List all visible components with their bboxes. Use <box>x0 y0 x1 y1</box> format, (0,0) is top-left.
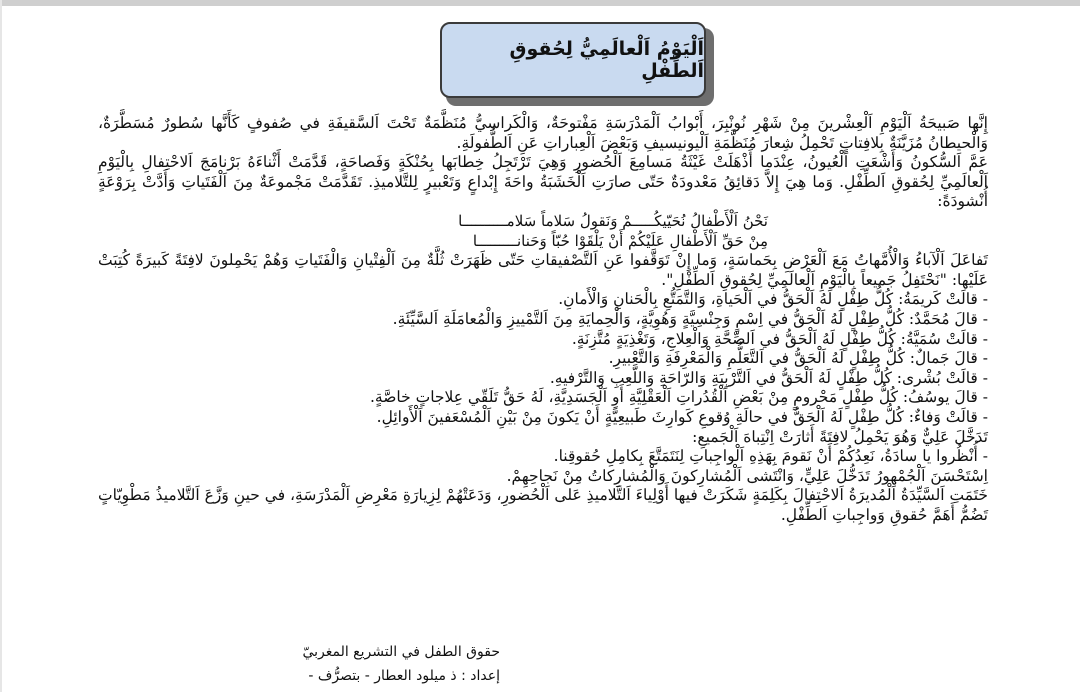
article-body <box>98 114 988 525</box>
list-item: - قالَتْ بُشْرى: كُلُّ طِفْلٍ لَهُ اَلْحَقُّ في اَلتَّرْبِيَةِ وَالرّاحَةِ وَاللَّعِبِ وَالتَّرْفيهِ. <box>549 368 988 387</box>
rights-list <box>98 290 988 427</box>
source-credits <box>302 640 500 688</box>
page-title: اَلْيَوْمُ اَلْعالَمِيُّ لِحُقوقِ اَلطِّفْلِ <box>509 38 704 82</box>
top-border <box>0 0 1080 6</box>
source-book: حقوق الطفل في التشريع المغربيّ <box>302 644 500 660</box>
speech-paragraph: عَمَّ اَلسُّكونُ وَأَشْعَتِ اَلْعُيونُ، عِنْدَما أَذْهَلَتْ غَيْثَةُ مَسامِعَ اَلْحُضورِ وَهِيَ تَرْتَجِلُ خِطابَها بِحُنْكَةٍ وَفَصاحَةٍ، قَدَّمَتْ أَثْناءَهُ بَرْنامَجَ اَلاحْتِفالِ بِالْيَوْمِ اَلْعالَمِيِّ لِحُقوقِ اَلطِّفْلِ. وَما هِيَ إِلاَّ دَقائِقُ مَعْدودَةٌ حَتّى صارَتِ اَلْخَشَبَةُ واحَةَ إِبْداعٍ وَتَعْبيرٍ لِلتَّلاميذِ. تَقَدَّمَتْ مَجْموعَةٌ مِنَ اَلْفَتَياتِ وَأَدَّتْ بِرَوْعَةٍ أُنْشودَةً: <box>98 153 988 211</box>
intro-paragraph: إِنَّها صَبيحَةُ اَلْيَوْمِ اَلْعِشْرينَ مِنْ شَهْرِ نُونْبِرَ، أَبْوابُ اَلْمَدْرَسَةِ مَفْتوحَةٌ، وَالْكَراسِيُّ مُنَظَّمَةٌ تَحْتَ اَلسَّقيفَةِ في صُفوفٍ كَأَنَّها سُطورٌ مُسَطَّرَةٌ، وَالْحيطانُ مُزَيَّنَةٌ بِلافِتاتٍ تَحْمِلُ شِعارَ مُنَظَّمَةِ اَلْيونيسيفِ وَبَعْضَ اَلْعِباراتِ عَنِ اَلطُّفولَةِ. <box>98 114 988 152</box>
list-item: - قالَتْ سُمَيَّةُ: كُلُّ طِفْلٍ لَهُ اَلْحَقُّ في اَلصِّحَّةِ وَالْعِلاجِ، وَتَغْذِيَةٍ مُتَّزِنَةٍ. <box>571 329 988 348</box>
list-item: - قالَتْ وَفاءٌ: كُلُّ طِفْلٍ لَهُ اَلْحَقُّ في حالَةِ وُقوعِ كَوارِثَ طَبيعِيَّةٍ أَنْ يَكونَ مِنْ بَيْنِ اَلْمُسْعَفينَ اَلْأَوائِلِ. <box>376 407 988 426</box>
banner-paragraph: تَفاعَلَ اَلْآباءُ وَالْأُمَّهاتُ مَعَ اَلْعَرْضِ بِحَماسَةٍ، وَما إِنْ تَوَقَّفوا عَنِ اَلتَّصْفيقاتِ حَتّى ظَهَرَتْ ثُلَّةٌ مِنَ اَلْفِتْيانِ وَالْفَتَياتِ وَهُمْ يَحْمِلونَ لافِتَةً كَبيرَةً كُتِبَتْ عَلَيْها: "نَحْتَفِلُ جَميعاً بِالْيَوْمِ اَلْعالَمِيِّ لِحُقوقِ اَلطِّفْلِ". <box>98 251 988 289</box>
ali-quote: - أُنْظُروا يا سادَةُ، نَعِدُكُمْ أَنْ نَقومَ بِهَذِهِ اَلْواجِباتِ لِنَتَمَتَّعَ بِكامِلِ حُقوقِنا. <box>553 447 988 466</box>
left-edge <box>0 0 2 692</box>
source-author: إعداد : ذ ميلود العطار - بتصرُّف - <box>308 668 500 684</box>
ali-intro: تَدَخَّلَ عَلِيٌّ وَهُوَ يَحْمِلُ لافِتَةً أَثارَتْ اِنْتِباهَ اَلْجَميعِ: <box>692 427 988 446</box>
poem <box>98 212 988 251</box>
poem-verse: نَحْنُ اَلْأَطْفالُ نُحَيّيكُـــــمْ وَنَقولُ سَلاماً سَلامــــــــــا <box>458 211 768 230</box>
list-item: - قالَ جَمالٌ: كُلُّ طِفْلٍ لَهُ اَلْحَقُّ في اَلتَّعَلُّمِ وَالْمَعْرِفَةِ وَالتَّعْبيرِ. <box>608 349 988 368</box>
conclusion-paragraph: خَتَمَتِ اَلسَّيِّدَةُ اَلْمُديرَةُ اَلاحْتِفالَ بِكَلِمَةٍ شَكَرَتْ فيها أَوْلِياءَ اَلتَّلاميذِ عَلى اَلْحُضورِ، وَدَعَتْهُمْ لِزِيارَةِ مَعْرِضِ اَلْمَدْرَسَةِ، في حينِ وَزَّعَ اَلتَّلاميذُ مَطْوِيّاتٍ تَضُمُّ أَهَمَّ حُقوقِ وَواجِباتِ اَلطِّفْلِ. <box>98 486 988 524</box>
poem-verse: مِنْ حَقِّ اَلْأَطْفالِ عَلَيْكُمْ أَنْ يَلْقَوْا حُبّاً وَحَنانـــــــــا <box>472 231 768 250</box>
list-item: - قالَ مُحَمَّدٌ: كُلُّ طِفْلٍ لَهُ اَلْحَقُّ في اِسْمٍ وَجِنْسِيَّةٍ وَهُوِيَّةٍ، وَالْحِمايَةِ مِنَ اَلتَّمْييزِ وَالْمُعامَلَةِ اَلسَّيِّئَةِ. <box>392 309 988 328</box>
list-item: - قالَ يوسُفُ: كُلُّ طِفْلٍ مَحْرومٍ مِنْ بَعْضِ اَلْقُدُراتِ اَلْعَقْلِيَّةِ أَوِ اَلْجَسَدِيَّةِ، لَهُ حَقُّ تَلَقّي عِلاجاتٍ خاصَّةٍ. <box>369 388 988 407</box>
audience-paragraph: اِسْتَحْسَنَ اَلْجُمْهورُ تَدَخُّلَ عَلِيٍّ، وَانْتَشى اَلْمُشارِكونَ وَالْمُشارِكاتُ مِنْ نَجاحِهِمْ. <box>506 466 988 485</box>
title-box <box>440 22 706 98</box>
list-item: - قالَتْ كَريمَةُ: كُلُّ طِفْلٍ لَهُ اَلْحَقُّ في اَلْحَياةِ، وَالتَّمَتُّعِ بِالْحَنانِ وَالْأَمانِ. <box>558 290 988 309</box>
